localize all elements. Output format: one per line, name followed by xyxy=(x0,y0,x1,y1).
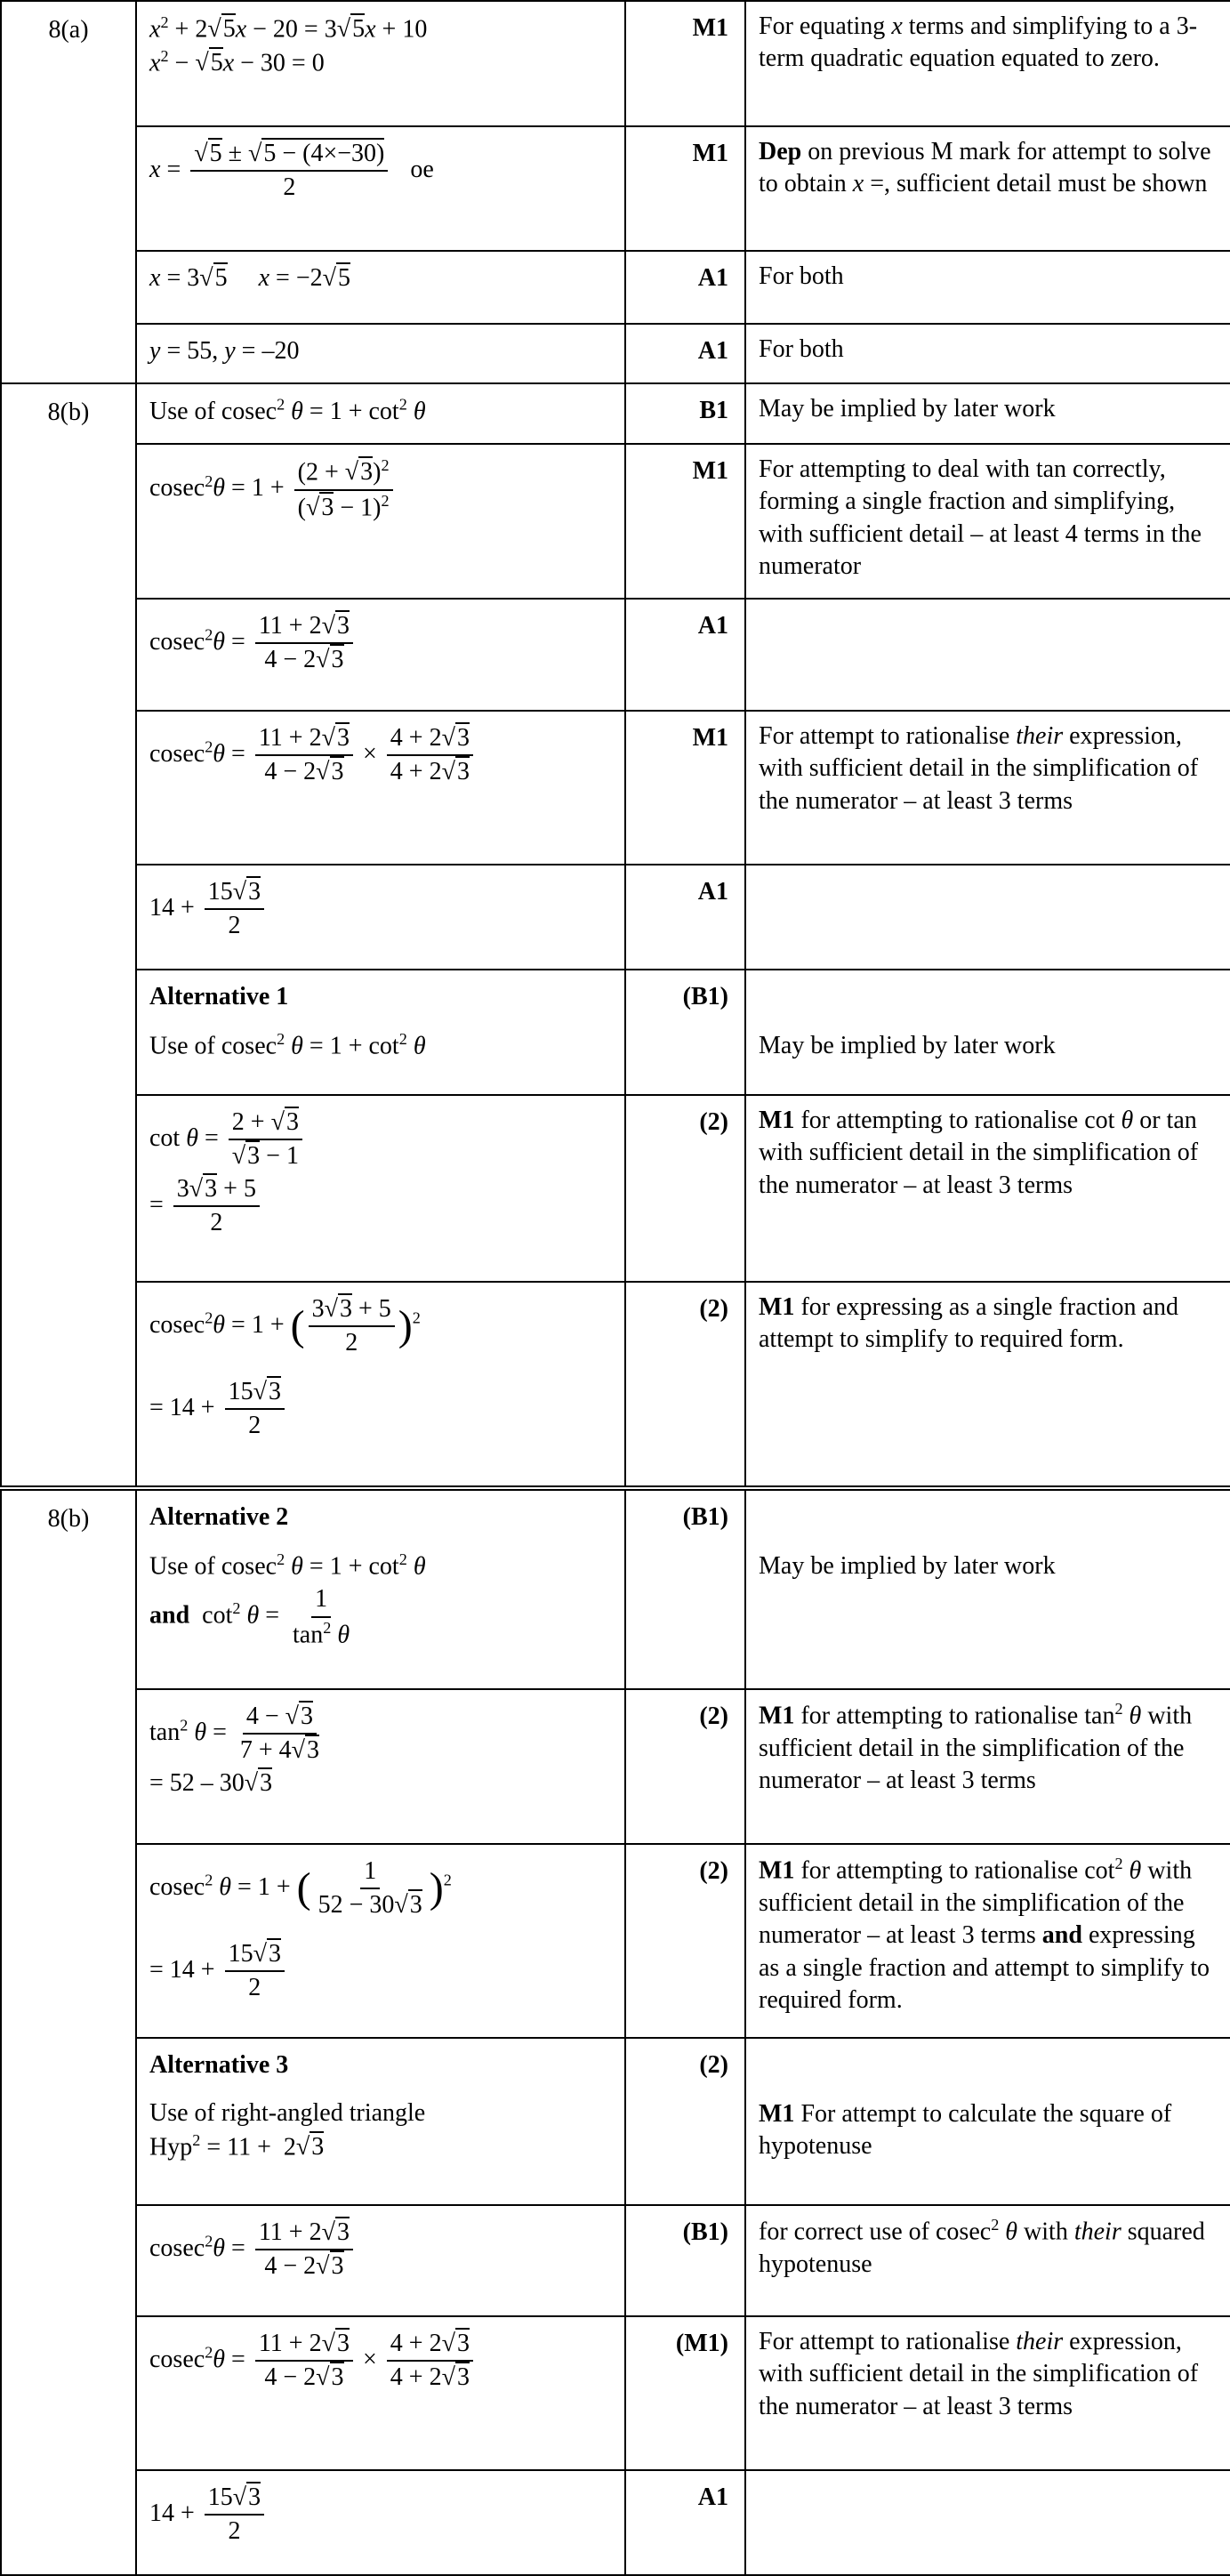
mark-code: (B1) xyxy=(625,1488,745,1689)
table-row xyxy=(1,599,1230,711)
guidance-text: Dep on previous M mark for attempt to solve to obtain x =, sufficient detail must be shown xyxy=(745,126,1230,251)
question-number xyxy=(1,865,136,970)
table-row xyxy=(1,970,1230,1095)
guidance-text: For attempt to rationalise their expression, with sufficient detail in the simplification of the numerator – at least 3 terms xyxy=(745,2316,1230,2470)
mark-code: A1 xyxy=(625,2470,745,2575)
mark-code: B1 xyxy=(625,383,745,444)
mark-code: (B1) xyxy=(625,970,745,1095)
guidance-text: M1 for attempting to rationalise cot θ or tan with sufficient detail in the simplification of the numerator – at least 3 terms xyxy=(745,1095,1230,1282)
table-row xyxy=(1,2205,1230,2316)
working-cell: $x^2 + 2√5x - 20 = 3√5x + 10$ $x^2 - √5x - 30 = 0$ xyxy=(136,1,625,126)
working-cell: cosec$^2$θ = 1 + $\frac{(2 + √3)^2}{(√3 - 1)^2}$ xyxy=(136,444,625,599)
question-number xyxy=(1,251,136,324)
table-row xyxy=(1,251,1230,324)
mark-code: (B1) xyxy=(625,2205,745,2316)
working-cell: cosec$^2$θ = 1 + ( $\frac{3√3 + 5}{2}$ )$^2$ = 14 + $\frac{15√3}{2}$ xyxy=(136,1282,625,1488)
table-row xyxy=(1,2316,1230,2470)
table-row xyxy=(1,2038,1230,2205)
working-cell: Alternative 2 Use of cosec$^2$ $\theta = 1 + \cot^2 \theta$ and $\cot^2 \theta$ = $\frac{1}{\tan^2 \theta}$ xyxy=(136,1488,625,1689)
guidance-text: May be implied by later work xyxy=(745,1488,1230,1689)
question-number xyxy=(1,1844,136,2038)
working-cell: cosec$^2$θ = $\frac{11 + 2√3}{4 - 2√3}$ × $\frac{4 + 2√3}{4 + 2√3}$ xyxy=(136,2316,625,2470)
question-number xyxy=(1,1282,136,1488)
guidance-text: For attempting to deal with tan correctly, forming a single fraction and simplifying, with sufficient detail – at least 4 terms in the numerator xyxy=(745,444,1230,599)
guidance-text: M1 for attempting to rationalise $\cot^2 \theta$ with sufficient detail in the simplification of the numerator – at least 3 terms and expressing as a single fraction and attempt to simplify to required form. xyxy=(745,1844,1230,2038)
table-row xyxy=(1,444,1230,599)
question-number: 8(b) xyxy=(1,383,136,444)
table-row xyxy=(1,711,1230,865)
working-cell: Alternative 1 Use of cosec$^2$ $\theta = 1 + \cot^2 \theta$ xyxy=(136,970,625,1095)
table-row xyxy=(1,1282,1230,1488)
question-number xyxy=(1,599,136,711)
guidance-text xyxy=(745,599,1230,711)
question-number xyxy=(1,2316,136,2470)
question-number xyxy=(1,2038,136,2205)
working-cell: Alternative 3 Use of right-angled triangle Hyp$^2$ = 11 + 2√3 xyxy=(136,2038,625,2205)
guidance-text: M1 for attempting to rationalise $\tan^2 \theta$ with sufficient detail in the simplification of the numerator – at least 3 terms xyxy=(745,1689,1230,1844)
guidance-text: M1 For attempt to calculate the square of hypotenuse xyxy=(745,2038,1230,2205)
mark-code: (M1) xyxy=(625,2316,745,2470)
working-cell: cosec$^2$θ = $\frac{11 + 2√3}{4 - 2√3}$ xyxy=(136,2205,625,2316)
mark-code: M1 xyxy=(625,126,745,251)
working-cell: 14 + $\frac{15√3}{2}$ xyxy=(136,865,625,970)
mark-code: M1 xyxy=(625,444,745,599)
mark-code: A1 xyxy=(625,599,745,711)
table-row xyxy=(1,1,1230,126)
question-number xyxy=(1,1095,136,1282)
working-cell: cot θ = $\frac{2 + √3}{√3 - 1}$ = $\frac{3√3 + 5}{2}$ xyxy=(136,1095,625,1282)
question-number xyxy=(1,2470,136,2575)
question-number xyxy=(1,444,136,599)
mark-code: (2) xyxy=(625,1282,745,1488)
table-row xyxy=(1,1844,1230,2038)
working-cell: x = $\frac{√5 \pm √5 - (4\times-30)}{2}$ oe xyxy=(136,126,625,251)
working-cell: y = 55, y = –20 xyxy=(136,324,625,383)
mark-code: A1 xyxy=(625,324,745,383)
guidance-text: For attempt to rationalise their expression, with sufficient detail in the simplification of the numerator – at least 3 terms xyxy=(745,711,1230,865)
table-row xyxy=(1,2470,1230,2575)
working-cell: 14 + $\frac{15√3}{2}$ xyxy=(136,2470,625,2575)
question-number: 8(a) xyxy=(1,1,136,126)
working-cell: cosec$^2$θ = $\frac{11 + 2√3}{4 - 2√3}$ xyxy=(136,599,625,711)
question-number xyxy=(1,970,136,1095)
guidance-text: For both xyxy=(745,324,1230,383)
guidance-text: M1 for expressing as a single fraction and attempt to simplify to required form. xyxy=(745,1282,1230,1488)
table-row xyxy=(1,1689,1230,1844)
working-cell: x = 3√5 x = −2√5 xyxy=(136,251,625,324)
question-number xyxy=(1,2205,136,2316)
guidance-text: for correct use of cosec$^2$ θ with their squared hypotenuse xyxy=(745,2205,1230,2316)
working-cell: cosec$^2$θ = $\frac{11 + 2√3}{4 - 2√3}$ × $\frac{4 + 2√3}{4 + 2√3}$ xyxy=(136,711,625,865)
guidance-text: May be implied by later work xyxy=(745,383,1230,444)
mark-code: M1 xyxy=(625,711,745,865)
table-row xyxy=(1,383,1230,444)
guidance-text xyxy=(745,865,1230,970)
alternative-heading: Alternative 2 xyxy=(149,1503,289,1531)
alternative-heading: Alternative 3 xyxy=(149,2051,289,2079)
guidance-text: For both xyxy=(745,251,1230,324)
question-number xyxy=(1,324,136,383)
alternative-heading: Alternative 1 xyxy=(149,983,289,1010)
table-row xyxy=(1,1488,1230,1689)
working-cell: Use of cosec$^2$ $\theta = 1 + \cot^2 \theta$ xyxy=(136,383,625,444)
table-row xyxy=(1,324,1230,383)
guidance-text: May be implied by later work xyxy=(745,970,1230,1095)
working-cell: cosec$^2$ θ = 1 + ( $\frac{1}{52 - 30√3}$ )$^2$ = 14 + $\frac{15√3}{2}$ xyxy=(136,1844,625,2038)
working-cell: $\tan^2 \theta$ = $\frac{4 - √3}{7 + 4√3}$ = 52 – 30√3 xyxy=(136,1689,625,1844)
mark-code: A1 xyxy=(625,865,745,970)
mark-code: (2) xyxy=(625,1095,745,1282)
table-row xyxy=(1,126,1230,251)
guidance-text xyxy=(745,2470,1230,2575)
question-number: 8(b) xyxy=(1,1488,136,1689)
mark-code: (2) xyxy=(625,2038,745,2205)
question-number xyxy=(1,1689,136,1844)
mark-code: (2) xyxy=(625,1689,745,1844)
mark-code: A1 xyxy=(625,251,745,324)
question-number xyxy=(1,711,136,865)
guidance-text: For equating x terms and simplifying to a 3-term quadratic equation equated to zero. xyxy=(745,1,1230,126)
question-number xyxy=(1,126,136,251)
mark-code: (2) xyxy=(625,1844,745,2038)
table-row xyxy=(1,1095,1230,1282)
mark-code: M1 xyxy=(625,1,745,126)
table-row xyxy=(1,865,1230,970)
